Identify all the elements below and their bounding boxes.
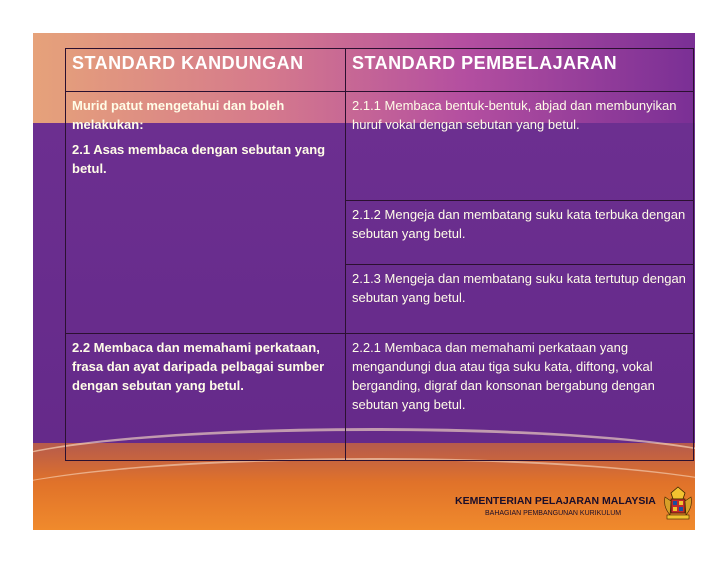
ministry-name: KEMENTERIAN PELAJARAN MALAYSIA	[455, 495, 656, 507]
content-standard-2-1	[66, 92, 346, 334]
table-row	[66, 334, 694, 461]
coat-of-arms-icon	[661, 485, 695, 523]
header-standard-kandungan: STANDARD KANDUNGAN	[66, 49, 346, 92]
standards-table	[65, 48, 694, 461]
ministry-subtitle: BAHAGIAN PEMBANGUNAN KURIKULUM	[485, 510, 622, 517]
ministry-logo-block	[455, 491, 695, 523]
slide	[33, 33, 695, 530]
learning-standard-2-1-1: 2.1.1 Membaca bentuk-bentuk, abjad dan membunyikan huruf vokal dengan sebutan yang betul.	[346, 92, 694, 201]
learning-standard-2-1-2: 2.1.2 Mengeja dan membatang suku kata terbuka dengan sebutan yang betul.	[346, 201, 694, 265]
standard-item: 2.1 Asas membaca dengan sebutan yang betul.	[72, 142, 326, 176]
table-header-row	[66, 49, 694, 92]
intro-text: Murid patut mengetahui dan boleh melakukan:	[72, 98, 285, 132]
learning-standard-2-1-3: 2.1.3 Mengeja dan membatang suku kata tertutup dengan sebutan yang betul.	[346, 265, 694, 334]
content-standard-2-2: 2.2 Membaca dan memahami perkataan, frasa dan ayat daripada pelbagai sumber dengan sebutan yang betul.	[66, 334, 346, 461]
learning-standard-2-2-1: 2.2.1 Membaca dan memahami perkataan yang mengandungi dua atau tiga suku kata, diftong, vokal berganding, digraf dan konsonan bergabung dengan sebutan yang betul.	[346, 334, 694, 461]
table-row	[66, 92, 694, 201]
header-standard-pembelajaran: STANDARD PEMBELAJARAN	[346, 49, 694, 92]
